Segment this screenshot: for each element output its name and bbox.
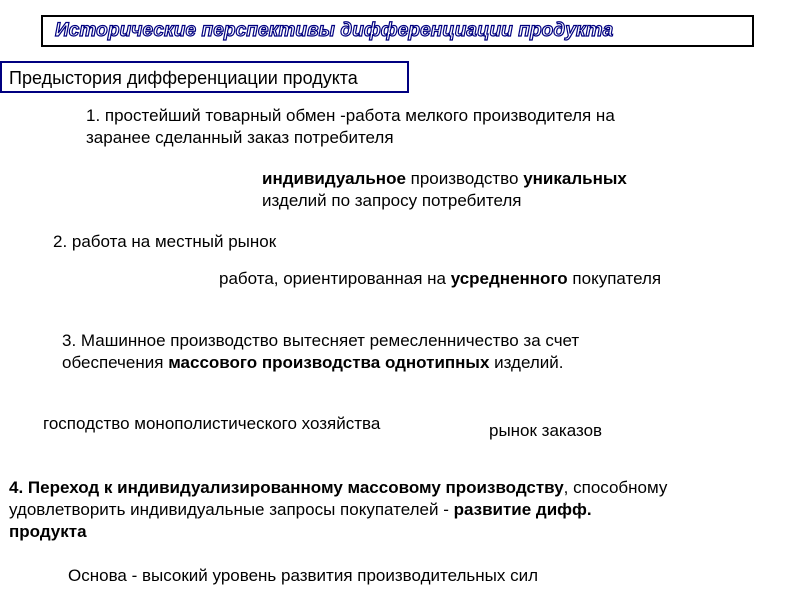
note-1-text-1: производство: [405, 169, 524, 188]
item-1-line-1: 1. простейший товарный обмен -работа мелкого производителя на: [86, 106, 615, 125]
note-2-text-2: покупателя: [567, 269, 662, 288]
item-3-bold: массового производства однотипных: [168, 353, 490, 372]
item-3-text-3: изделий.: [489, 353, 564, 372]
note-1-bold-2: уникальных: [523, 169, 627, 188]
subtitle-box: [0, 61, 409, 93]
item-3-text-2: обеспечения: [62, 353, 169, 372]
item-4-bold-1: 4. Переход к индивидуализированному массовому производству: [9, 478, 564, 497]
note-2: [219, 268, 661, 290]
section-subtitle: Предыстория дифференциации продукта: [9, 68, 358, 88]
item-4-text-2: удовлетворить индивидуальные запросы покупателей -: [9, 500, 454, 519]
note-1: [262, 168, 627, 212]
item-3-line-2: [62, 352, 579, 374]
item-4: [9, 477, 667, 543]
item-4-line-3: [9, 521, 667, 543]
item-3: [62, 330, 579, 374]
page-title: Исторические перспективы дифференциации продукта: [55, 20, 614, 41]
item-4-bold-3: продукта: [9, 522, 87, 541]
title-box: [41, 15, 754, 47]
item-1-line-2: заранее сделанный заказ потребителя: [86, 128, 394, 147]
item-1: [86, 105, 615, 149]
note-1-line-1: [262, 168, 627, 190]
note-1-line-2: изделий по запросу потребителя: [262, 191, 522, 210]
note-2-text-1: работа, ориентированная на: [219, 269, 451, 288]
item-2: 2. работа на местный рынок: [53, 232, 277, 251]
note-1-bold-1: индивидуальное: [262, 169, 406, 188]
item-4-line-1: [9, 477, 667, 499]
note-3a: господство монополистического хозяйства: [43, 414, 381, 433]
item-3-line-1: 3. Машинное производство вытесняет ремесленничество за счет: [62, 331, 580, 350]
footer-note: Основа - высокий уровень развития производительных сил: [68, 566, 538, 585]
item-4-line-2: [9, 499, 667, 521]
note-2-bold: усредненного: [450, 269, 568, 288]
note-3b: рынок заказов: [489, 421, 603, 440]
item-4-bold-2: развитие дифф.: [453, 500, 592, 519]
item-4-text-1: , способному: [563, 478, 668, 497]
